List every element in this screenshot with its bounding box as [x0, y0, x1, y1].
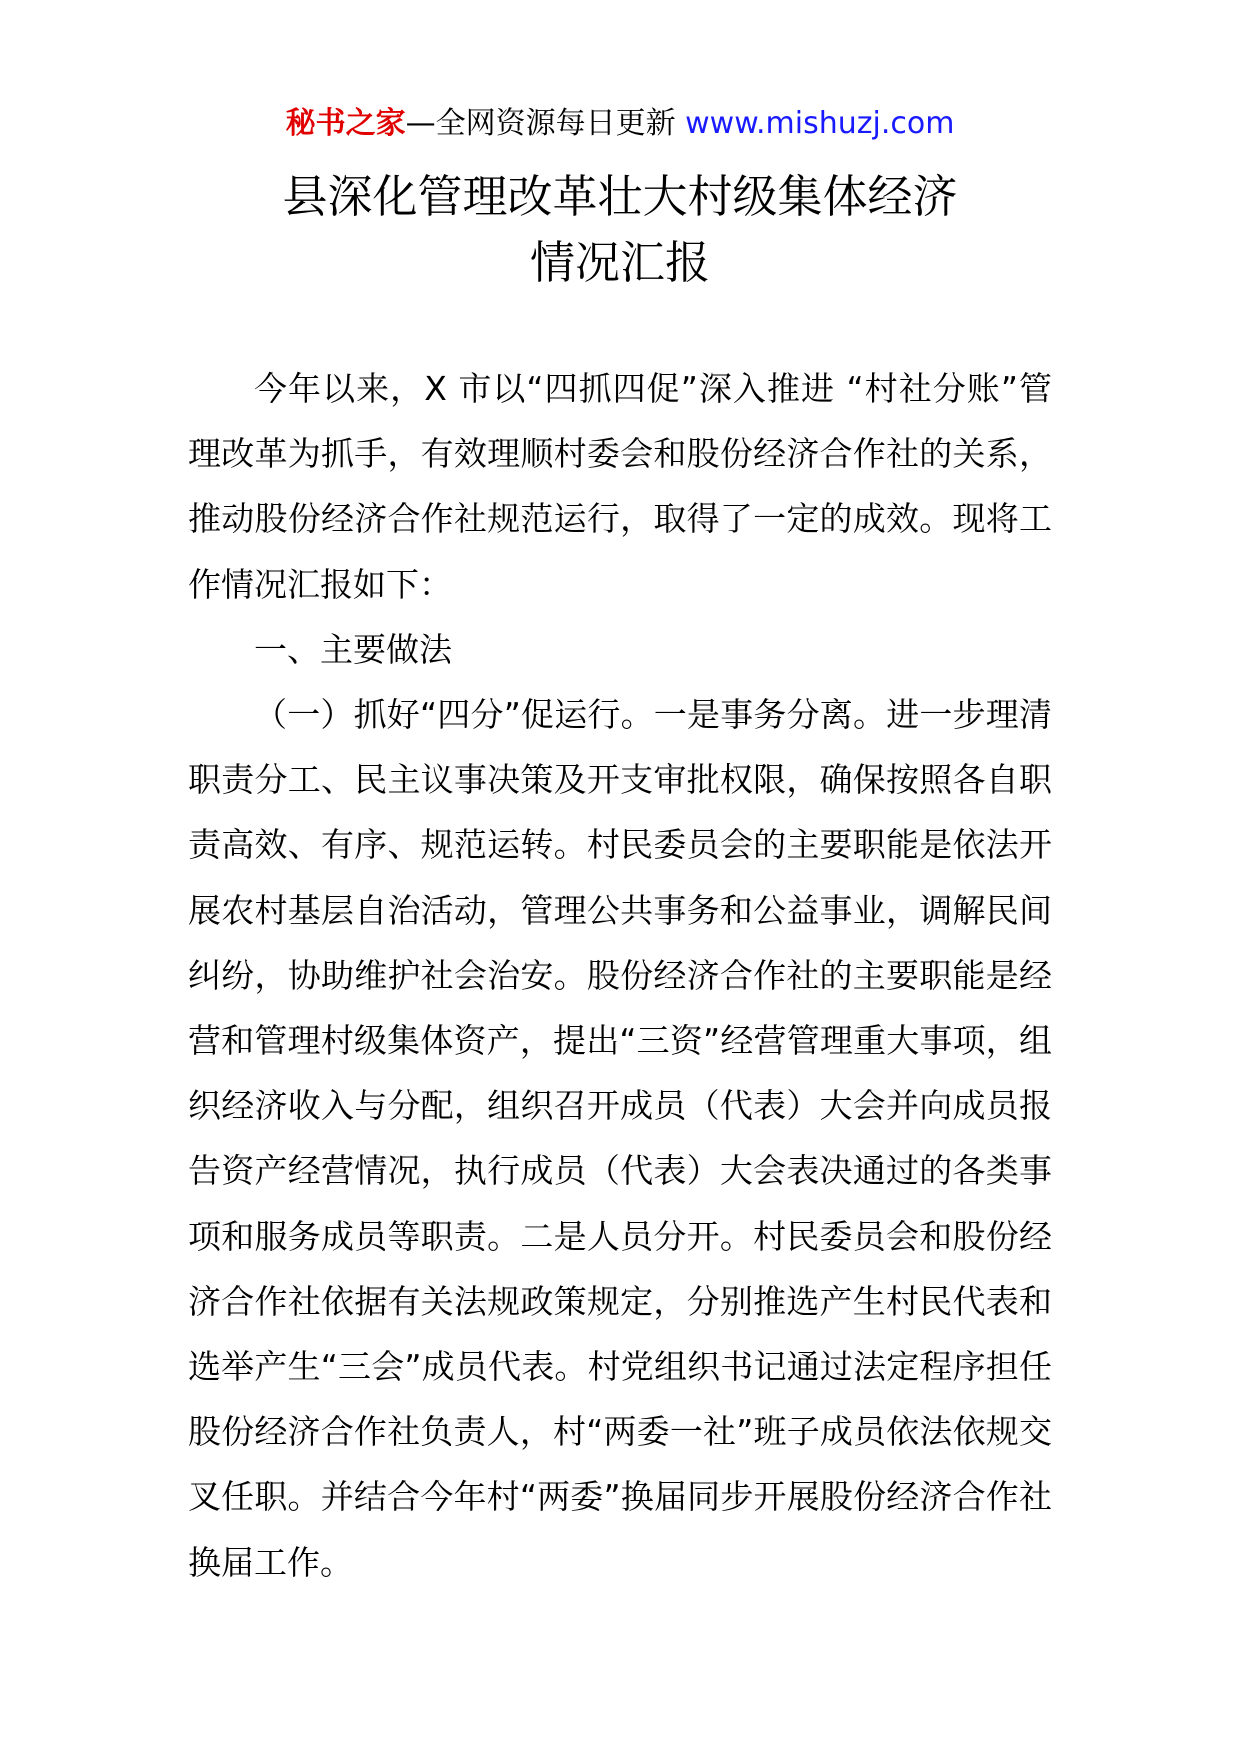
header-banner: [0, 104, 1240, 144]
title-line-2: 情况汇报: [529, 236, 710, 289]
document-title: [0, 164, 1240, 296]
section-heading: 一、主要做法: [254, 629, 452, 669]
title-line-1: 县深化管理改革壮大村级集体经济: [282, 170, 958, 223]
website-link[interactable]: www.mishuzj.com: [685, 106, 955, 141]
document-body: [188, 356, 1052, 1595]
brand-name: 秘书之家: [285, 106, 406, 141]
banner-tagline: —全网资源每日更新: [405, 106, 686, 141]
intro-paragraph: 今年以来，X 市以“四抓四促”深入推进 “村社分账”管理改革为抓手，有效理顺村委会和股份经济合作社的关系，推动股份经济合作社规范运行，取得了一定的成效。现将工作情况汇报如下：: [188, 369, 1052, 604]
body-paragraph: （一）抓好“四分”促运行。一是事务分离。进一步理清职责分工、民主议事决策及开支审批权限，确保按照各自职责高效、有序、规范运转。村民委员会的主要职能是依法开展农村基层自治活动，管理公共事务和公益事业，调解民间纠纷，协助维护社会治安。股份经济合作社的主要职能是经营和管理村级集体资产，提出“三资”经营管理重大事项，组织经济收入与分配，组织召开成员（代表）大会并向成员报告资产经营情况，执行成员（代表）大会表决通过的各类事项和服务成员等职责。二是人员分开。村民委员会和股份经济合作社依据有关法规政策规定，分别推选产生村民代表和选举产生“三会”成员代表。村党组织书记通过法定程序担任股份经济合作社负责人，村“两委一社”班子成员依法依规交叉任职。并结合今年村“两委”换届同步开展股份经济合作社换届工作。: [188, 695, 1052, 1582]
